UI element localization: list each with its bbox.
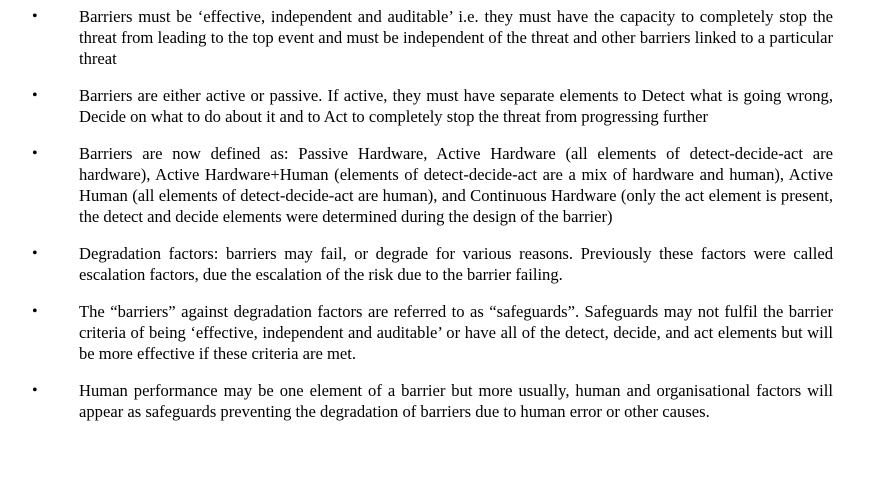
list-item-text: Degradation factors: barriers may fail, or degrade for various reasons. Previously these factors were called escalation factors, due the escalation of the risk due to the barrier failing.: [79, 244, 833, 284]
list-item-text: Barriers must be ‘effective, independent and auditable’ i.e. they must have the capacity to completely stop the threat from leading to the top event and must be independent of the threat and other barriers linked to a particular threat: [79, 7, 833, 68]
bullet-icon: •: [32, 87, 38, 104]
list-item-text: The “barriers” against degradation factors are referred to as “safeguards”. Safeguards may not fulfil the barrier criteria of being ‘effective, independent and auditable’ or have all of the detect, decide, and act elements but will be more effective if these criteria are met.: [79, 302, 833, 363]
list-item-text: Human performance may be one element of a barrier but more usually, human and organisational factors will appear as safeguards preventing the degradation of barriers due to human error or other causes.: [79, 381, 833, 421]
bullet-list: [0, 6, 873, 422]
list-item: [0, 243, 873, 285]
bullet-icon: •: [32, 245, 38, 262]
list-item: [0, 380, 873, 422]
bullet-icon: •: [32, 303, 38, 320]
bullet-icon: •: [32, 145, 38, 162]
list-item: [0, 301, 873, 364]
list-item: [0, 143, 873, 227]
list-item: [0, 85, 873, 127]
list-item-text: Barriers are now defined as: Passive Hardware, Active Hardware (all elements of detect-decide-act are hardware), Active Hardware+Human (elements of detect-decide-act are a mix of hardware and human), Active Human (all elements of detect-decide-act are human), and Continuous Hardware (only the act element is present, the detect and decide elements were determined during the design of the barrier): [79, 144, 833, 226]
list-item: [0, 6, 873, 69]
bullet-icon: •: [32, 382, 38, 399]
bullet-icon: •: [32, 8, 38, 25]
list-item-text: Barriers are either active or passive. If active, they must have separate elements to Detect what is going wrong, Decide on what to do about it and to Act to completely stop the threat from progressing further: [79, 86, 833, 126]
